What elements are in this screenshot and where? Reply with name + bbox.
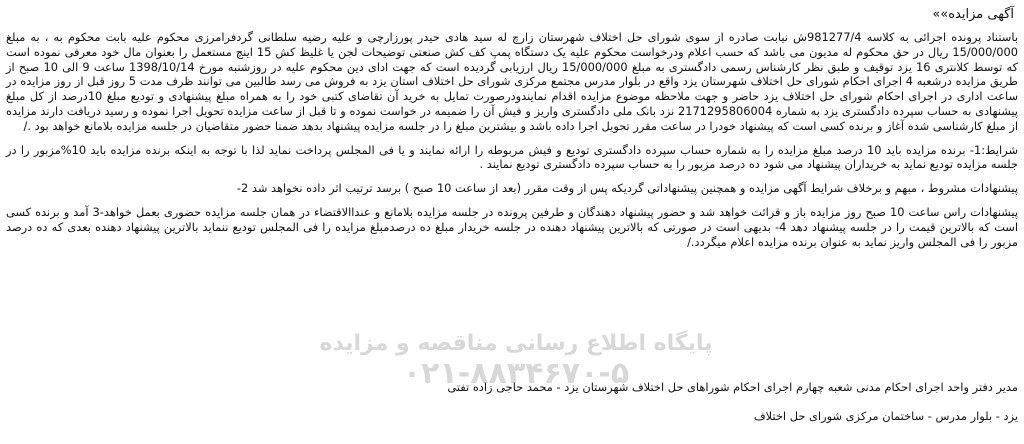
notice-footer <box>6 380 1018 438</box>
watermark-phone: ۰۲۱-۸۸۳۴۶۷۰-۵ <box>402 356 630 391</box>
notice-condition-2: پیشنهادات مشروط ، مبهم و برخلاف شرایط آگهی مزایده و همچنین پیشنهاداتی گردیکه پس از وقت مقرر (بعد از ساعت 10 صبح ) برسد ترتیب اثر داده نخواهد شد 2- <box>236 181 1018 196</box>
notice-title: آگهی مزایده»» <box>932 7 1014 22</box>
notice-address: یزد - بلوار مدرس - ساختمان مرکزی شورای حل اختلاف <box>753 409 1018 423</box>
notice-condition-3-4: پیشنهادات راس ساعت 10 صبح روز مزایده باز و قرائت خواهد شد و حضور پیشنهاد دهندگان و طرفین پرونده در جلسه مزایده بلامانع و عنداالاقتضاء در همان جلسه مزایده حضوری بعمل خواهد-3 آمد و برنده کسی است که بالاترین قیمت را در جلسه پیشنهاد دهد 4- بدیهی است در صورتی که بالاترین پیشنهاد دهنده در جلسه خریدار مبلغ ده درصدمبلغ مزایده را فی المجلس تودیع ننماید بالاترین پیشنهاد دهنده بعدی که ده درصد مزبور را فی المجلس واریز نماید به عنوان برنده مزایده اعلام میگردد./ <box>6 204 1018 249</box>
watermark-site-name: پایگاه اطلاع رسانی مناقصه و مزایده <box>319 331 713 356</box>
notice-condition-1: شرایط:1- برنده مزایده باید 10 درصد مبلغ مزایده را به شماره حساب سپرده دادگستری تودیع و فیش مربوطه را ارائه نمایند و یا فی المجلس پرداخت نماید لذا با توجه به اینکه برنده مزایده باید 10%مزبور را در جلسه مزایده تودیع نماید به خریداران پیشنهاد می شود ده درصد مزبور را به حساب سپرده دادگستری تودیع نمایند . <box>6 142 1019 172</box>
notice-signature: مدیر دفتر واحد اجرای احکام مدنی شعبه چهارم اجرای احکام شوراهای حل اختلاف شهرستان یزد - محمد حاجی زاده تفتی <box>447 380 1018 394</box>
notice-paragraph-main: باستناد پرونده اجرائی به کلاسه 981277/4ش نیابت صادره از سوی شورای حل اختلاف شهرستان زارچ له سید هادی حیدر پورزارچی و علیه رضیه سلطانی گردفرامرزی محکوم علیه بابت محکوم به ، به مبلغ 15/000/000 ریال در حق محکوم له مدیون می باشد که حسب اعلام ودرخواست محکوم علیه یک دستگاه پمپ کف کش صنعتی توضیحات لجن یا غلیظ کش 15 اینچ مستعمل را بعنوان مال خود معرفی نموده است که توسط کلانتری 16 یزد توقیف و طبق نظر کارشناس رسمی دادگستری به مبلغ 15/000/000 ریال ارزیابی گردیده است که جهت ادای دین محکوم علیه در روزشنبه مورخ 1398/10/14 ساعت 9 الی 10 صبح از طریق مزایده درشعبه 4 اجرای احکام شورای حل اختلاف شهرستان یزد واقع در بلوار مدرس مجتمع مرکزی شورای حل اختلاف استان یزد به فروش می رسد طالبین می توانند ظرف مدت 5 روز قبل از روز مزایده در ساعت اداری در اجرای احکام شورای حل اختلاف یزد حاضر و جهت ملاحظه موضوع مزایده اقدام نمایندودرصورت تمایل به خرید آن تقاضای کتبی خود را به همراه مبلغ پیشنهادی و تودیع مبلغ 10درصد از کل مبلغ پیشنهادی به حساب سپرده دادگستری یزد به شماره 2171295806004 نزد بانک ملی دادگستری واریز و فیش آن را ضمیمه در خواست نموده و تا قبل از ساعت مزایده تحویل اجرا نموده و رسید دریافت دارند مزایده از مبلغ کارشناسی شده آغاز و برنده کسی است که پیشنهاد خودرا در ساعت مقرر تحویل اجرا داده باشد و بیشترین مبلغ را در جلسه مزایده پیشنهاد بدهد ضمنا حضور متقاضیان در جلسه مزایده بلامانع خواهد بود ./ <box>6 30 1018 133</box>
auction-notice <box>6 4 1018 440</box>
notice-body <box>6 6 1018 249</box>
